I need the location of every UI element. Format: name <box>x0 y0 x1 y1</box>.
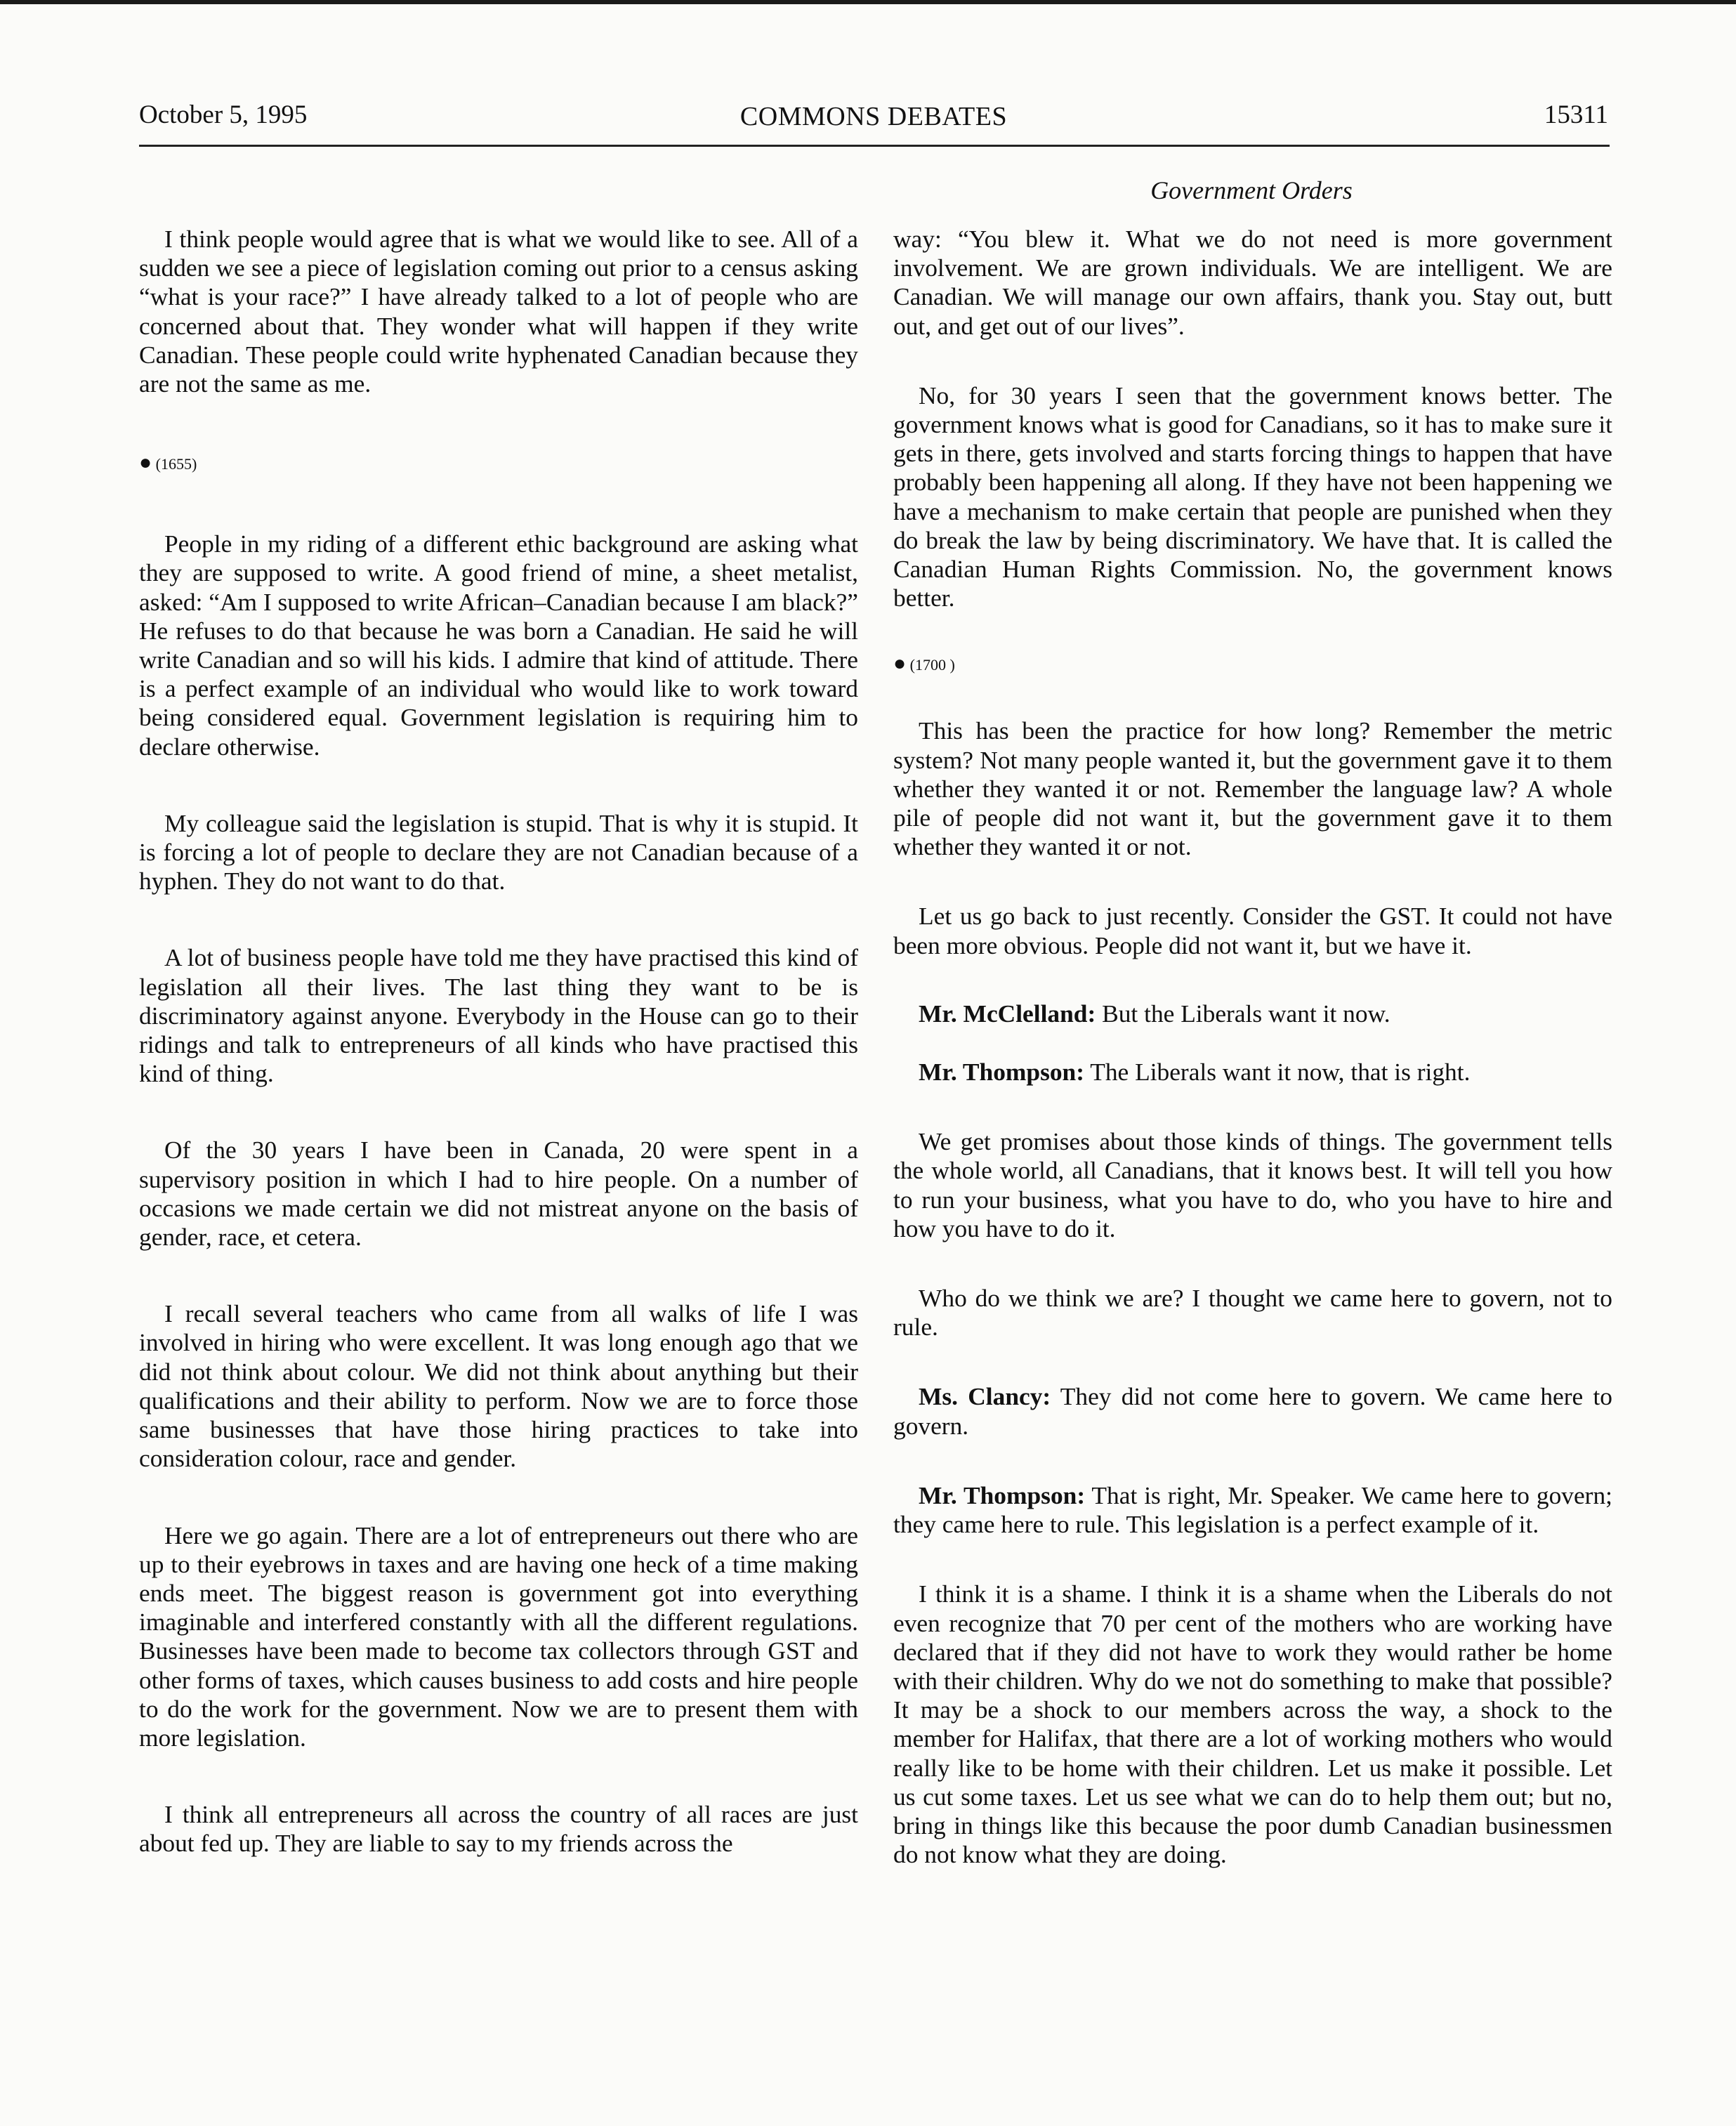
timestamp-text: (1700 ) <box>909 656 955 674</box>
paragraph: I think all entrepreneurs all across the country of all races are just about fed up. They are liable to say to my friends across the <box>139 1800 858 1858</box>
paragraph: We get promises about those kinds of things. The government tells the whole world, all Canadians, that it knows best. It will tell you how to run your business, what you have to do, who you have to hire and how you have to do it. <box>893 1127 1612 1242</box>
speech <box>893 999 1612 1028</box>
page-header <box>139 100 1608 140</box>
paragraph: I think it is a shame. I think it is a shame when the Liberals do not even recognize that 70 per cent of the mothers who are working have declared that if they did not have to work they would rather be home with their children. Why do we not do something to make that possible? It may be a shock to our members across the way, a shock to the member for Halifax, that there are a lot of working mothers who would really like to be home with their children. Let us make it possible. Let us cut some taxes. Let us see what we can do to help them out; but no, bring in things like this because the poor dumb Canadian businessmen do not know what they are doing. <box>893 1580 1612 1869</box>
speaker-name: Mr. McClelland: <box>919 999 1096 1028</box>
paragraph: My colleague said the legislation is stupid. That is why it is stupid. It is forcing a lot of people to declare they are not Canadian because of a hyphen. They do not want to do that. <box>139 808 858 895</box>
speech <box>893 1382 1612 1440</box>
paragraph: People in my riding of a different ethic background are asking what they are supposed to write. A good friend of mine, a sheet metalist, asked: “Am I supposed to write African–Canadian because I am black?” He refuses to do that because he was born a Canadian. He said he will write Canadian and so will his kids. I admire that kind of attitude. There is a perfect example of an individual who would like to work toward being considered equal. Government legislation is requiring him to declare otherwise. <box>139 530 858 761</box>
speaker-name: Mr. Thompson: <box>919 1058 1084 1087</box>
paragraph: A lot of business people have told me they have practised this kind of legislation all their lives. The last thing they want to be is discriminatory against anyone. Everybody in the House can go to their ridings and talk to entrepreneurs of all kinds who have practised this kind of thing. <box>139 943 858 1088</box>
header-rule <box>139 145 1610 147</box>
speaker-name: Mr. Thompson: <box>919 1481 1086 1509</box>
paragraph: No, for 30 years I seen that the government knows better. The government knows what is good for Canadians, so it has to make sure it gets in there, gets involved and starts forcing things to happen that have probably been happening all along. If they have not been happening we have a mechanism to make certain that people are punished when they do break the law by being discriminatory. We have that. It is called the Canadian Human Rights Commission. No, the government knows better. <box>893 381 1612 612</box>
left-column <box>139 225 858 1858</box>
speech <box>893 1058 1612 1087</box>
page-number: 15311 <box>1544 100 1608 129</box>
paragraph: I think people would agree that is what we would like to see. All of a sudden we see a piece of legislation coming out prior to a census asking “what is your race?” I have already talked to a lot of people who are concerned about that. They wonder what will happen if they write Canadian. These people could write hyphenated Canadian because they are not the same as me. <box>139 225 858 398</box>
bullet-icon: ● <box>139 451 152 475</box>
bullet-icon: ● <box>893 652 907 676</box>
paragraph: Here we go again. There are a lot of entrepreneurs out there who are up to their eyebrows in taxes and are having one heck of a time making ends meet. The biggest reason is government got into everything imaginable and interfered constantly with all the different regulations. Businesses have been made to become tax collectors through GST and other forms of taxes, which causes business to add costs and hire people to do the work for the government. Now we are to present them with more legislation. <box>139 1521 858 1752</box>
paragraph: This has been the practice for how long? Remember the metric system? Not many people wanted it, but the government gave it to them whether they wanted it or not. Remember the language law? A whole pile of people did not want it, but the government gave it to them whether they wanted it or not. <box>893 716 1612 861</box>
speech-text: But the Liberals want it now. <box>1096 999 1390 1028</box>
timestamp-text: (1655) <box>155 455 197 473</box>
header-date: October 5, 1995 <box>139 100 308 129</box>
timestamp-marker <box>139 452 858 475</box>
section-title: Government Orders <box>1150 176 1353 204</box>
speech-text: That is right, Mr. Speaker. We came here to govern; they came here to rule. This legislation is a perfect example of it. <box>893 1481 1612 1539</box>
paragraph: Who do we think we are? I thought we came here to govern, not to rule. <box>893 1284 1612 1341</box>
right-column <box>893 225 1612 1869</box>
speech-text: They did not come here to govern. We came here to govern. <box>893 1382 1612 1440</box>
top-border-rule <box>0 0 1736 4</box>
speech-text: The Liberals want it now, that is right. <box>1084 1058 1471 1087</box>
paragraph: I recall several teachers who came from all walks of life I was involved in hiring who were excellent. It was long enough ago that we did not think about colour. We did not think about anything but their qualifications and their ability to perform. Now we are to force those same businesses that have those hiring practices to take into consideration colour, race and gender. <box>139 1299 858 1473</box>
speech <box>893 1481 1612 1539</box>
paragraph: Of the 30 years I have been in Canada, 20 were spent in a supervisory position in which I had to hire people. On a number of occasions we made certain we did not mistreat anyone on the basis of gender, race, et cetera. <box>139 1136 858 1252</box>
header-title: COMMONS DEBATES <box>739 102 1008 131</box>
paragraph: way: “You blew it. What we do not need is more government involvement. We are grown individuals. We are intelligent. We are Canadian. We will manage our own affairs, thank you. Stay out, butt out, and get out of our lives”. <box>893 225 1612 340</box>
speaker-name: Ms. Clancy: <box>919 1382 1051 1411</box>
paragraph: Let us go back to just recently. Consider the GST. It could not have been more obvious. People did not want it, but we have it. <box>893 902 1612 959</box>
timestamp-marker <box>893 653 1612 676</box>
